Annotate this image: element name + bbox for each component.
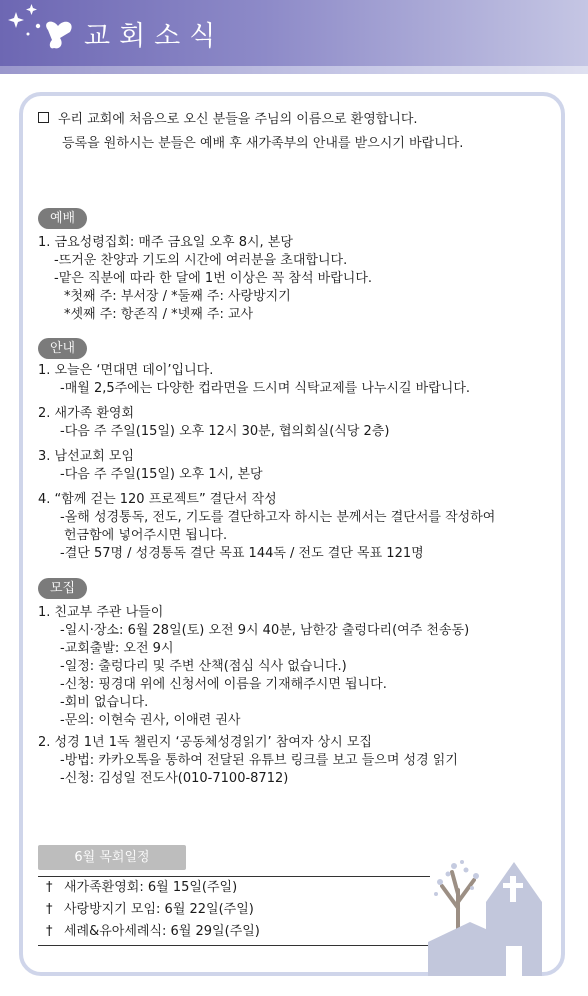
- recruit-item-detail: -신청: 김성일 전도사(010-7100-8712): [60, 771, 289, 786]
- recruit-item-detail: -회비 없습니다.: [60, 695, 149, 710]
- notice-section: [38, 362, 495, 563]
- cross-icon: †: [46, 880, 53, 895]
- worship-line: -맡은 직분에 따라 한 달에 1번 이상은 꼭 참석 바랍니다.: [54, 271, 373, 286]
- welcome-line-1: [38, 108, 463, 132]
- schedule-item: [38, 899, 430, 921]
- sparkle-icon: [8, 4, 78, 56]
- cross-icon: †: [46, 902, 53, 917]
- recruit-item-detail: -문의: 이현숙 권사, 이애련 권사: [60, 713, 241, 728]
- schedule-item-text: 사랑방지기 모임: 6월 22일(주일): [64, 902, 254, 917]
- recruit-section: [38, 604, 469, 788]
- recruit-item-detail: -신청: 핑경대 위에 신청서에 이름을 기재해주시면 됩니다.: [60, 677, 387, 692]
- notice-item-title: 1. 오늘은 ‘면대면 데이’입니다.: [38, 363, 214, 378]
- schedule-item-text: 세례&유아세례식: 6월 29일(주일): [64, 924, 260, 939]
- worship-line: *첫째 주: 부서장 / *둘째 주: 사랑방지기: [64, 289, 291, 304]
- schedule-item: [38, 877, 430, 899]
- page-title: 교회소식: [84, 21, 225, 52]
- notice-item-detail: 헌금함에 넣어주시면 됩니다.: [64, 528, 228, 543]
- notice-item-detail: -결단 57명 / 성경통독 결단 목표 144독 / 전도 결단 목표 121명: [60, 546, 424, 561]
- recruit-item-title: 1. 친교부 주관 나들이: [38, 605, 164, 620]
- section-label-recruit: 모집: [38, 578, 87, 599]
- notice-item-title: 4. “함께 걷는 120 프로젝트” 결단서 작성: [38, 492, 277, 507]
- recruit-item-detail: -교회출발: 오전 9시: [60, 641, 174, 656]
- notice-item-detail: -올해 성경통독, 전도, 기도를 결단하고자 하시는 분께서는 결단서를 작성하여: [60, 510, 496, 525]
- schedule-item-text: 새가족환영회: 6월 15일(주일): [64, 880, 238, 895]
- section-label-worship: 예배: [38, 208, 87, 229]
- header-band: [0, 66, 588, 74]
- worship-line: -뜨거운 찬양과 기도의 시간에 여러분을 초대합니다.: [54, 253, 348, 268]
- recruit-item-detail: -일시·장소: 6월 28일(토) 오전 9시 40분, 남한강 출렁다리(여주 천송동): [60, 623, 470, 638]
- worship-line: *셋째 주: 항존직 / *넷째 주: 교사: [64, 307, 254, 322]
- cross-icon: †: [46, 924, 53, 939]
- notice-item-title: 3. 남선교회 모임: [38, 449, 135, 464]
- notice-item-detail: -다음 주 주일(15일) 오후 12시 30분, 협의회실(식당 2층): [60, 424, 390, 439]
- worship-section: [38, 234, 372, 324]
- welcome-text-1: 우리 교회에 처음으로 오신 분들을 주님의 이름으로 환영합니다.: [58, 112, 418, 127]
- schedule-item: [38, 921, 430, 943]
- welcome-notice: [38, 108, 463, 156]
- schedule-list: [38, 876, 430, 946]
- schedule-label: 6월 목회일정: [38, 845, 186, 870]
- header-banner: [0, 0, 588, 74]
- recruit-item-title: 2. 성경 1년 1독 챌린지 ‘공동체성경읽기’ 참여자 상시 모집: [38, 735, 372, 750]
- recruit-item-detail: -일정: 출렁다리 및 주변 산책(점심 식사 없습니다.): [60, 659, 347, 674]
- checkbox-icon: [38, 112, 49, 123]
- church-illustration-icon: [428, 850, 554, 976]
- worship-line: 1. 금요성령집회: 매주 금요일 오후 8시, 본당: [38, 235, 293, 250]
- recruit-item-detail: -방법: 카카오톡을 통하여 전달된 유튜브 링크를 보고 들으며 성경 읽기: [60, 753, 458, 768]
- schedule-divider-bottom: [38, 945, 430, 946]
- notice-item-detail: -다음 주 주일(15일) 오후 1시, 본당: [60, 467, 263, 482]
- notice-item-title: 2. 새가족 환영회: [38, 406, 135, 421]
- welcome-line-2: 등록을 원하시는 분들은 예배 후 새가족부의 안내를 받으시기 바랍니다.: [62, 136, 464, 151]
- section-label-notice: 안내: [38, 338, 87, 359]
- notice-item-detail: -매월 2,5주에는 다양한 컵라면을 드시며 식탁교제를 나누시길 바랍니다.: [60, 381, 471, 396]
